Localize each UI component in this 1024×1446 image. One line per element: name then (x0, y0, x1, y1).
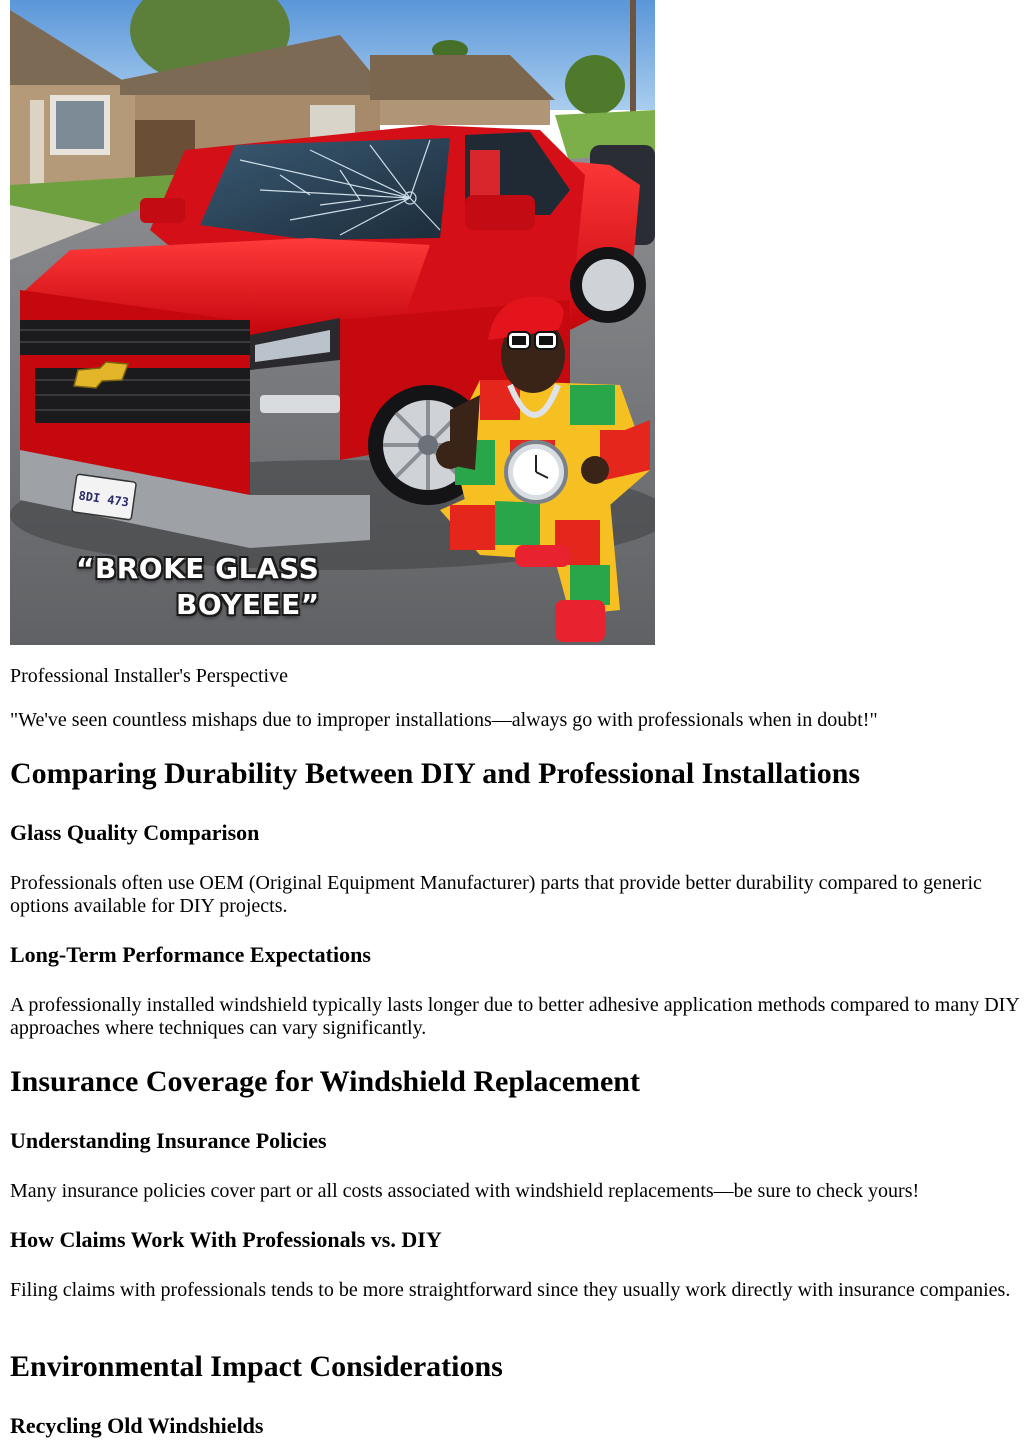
section-heading-insurance: Insurance Coverage for Windshield Replacement (10, 1065, 640, 1098)
paragraph-glass-quality: Professionals often use OEM (Original Equipment Manufacturer) parts that provide better durability compared to generic options available for DIY projects. (10, 872, 982, 917)
section-heading-environment: Environmental Impact Considerations (10, 1350, 503, 1383)
hero-image (10, 0, 655, 645)
license-plate-text: 8DI 473 (77, 488, 130, 510)
paragraph-insurance-policies: Many insurance policies cover part or all costs associated with windshield replacements—be sure to check yours! (10, 1180, 920, 1202)
truck-scene-illustration (10, 0, 655, 645)
meme-caption-line-1: “BROKE GLASS (76, 552, 320, 585)
paragraph-claims: Filing claims with professionals tends to be more straightforward since they usually work directly with insurance companies. (10, 1279, 1011, 1301)
article (10, 0, 1020, 1438)
subsection-heading-glass-quality: Glass Quality Comparison (10, 820, 260, 845)
section-heading-durability: Comparing Durability Between DIY and Professional Installations (10, 757, 861, 790)
meme-caption-line-2: BOYEEE” (176, 588, 320, 621)
subsection-heading-insurance-policies: Understanding Insurance Policies (10, 1128, 327, 1153)
installer-perspective-title: Professional Installer's Perspective (10, 665, 288, 687)
subsection-heading-claims: How Claims Work With Professionals vs. DIY (10, 1227, 442, 1252)
paragraph-long-term: A professionally installed windshield typically lasts longer due to better adhesive application methods compared to many DIY approaches where techniques can vary significantly. (10, 994, 1020, 1039)
subsection-heading-long-term: Long-Term Performance Expectations (10, 942, 371, 967)
subsection-heading-recycling: Recycling Old Windshields (10, 1413, 264, 1438)
installer-quote: "We've seen countless mishaps due to improper installations—always go with professionals when in doubt!" (10, 709, 878, 731)
